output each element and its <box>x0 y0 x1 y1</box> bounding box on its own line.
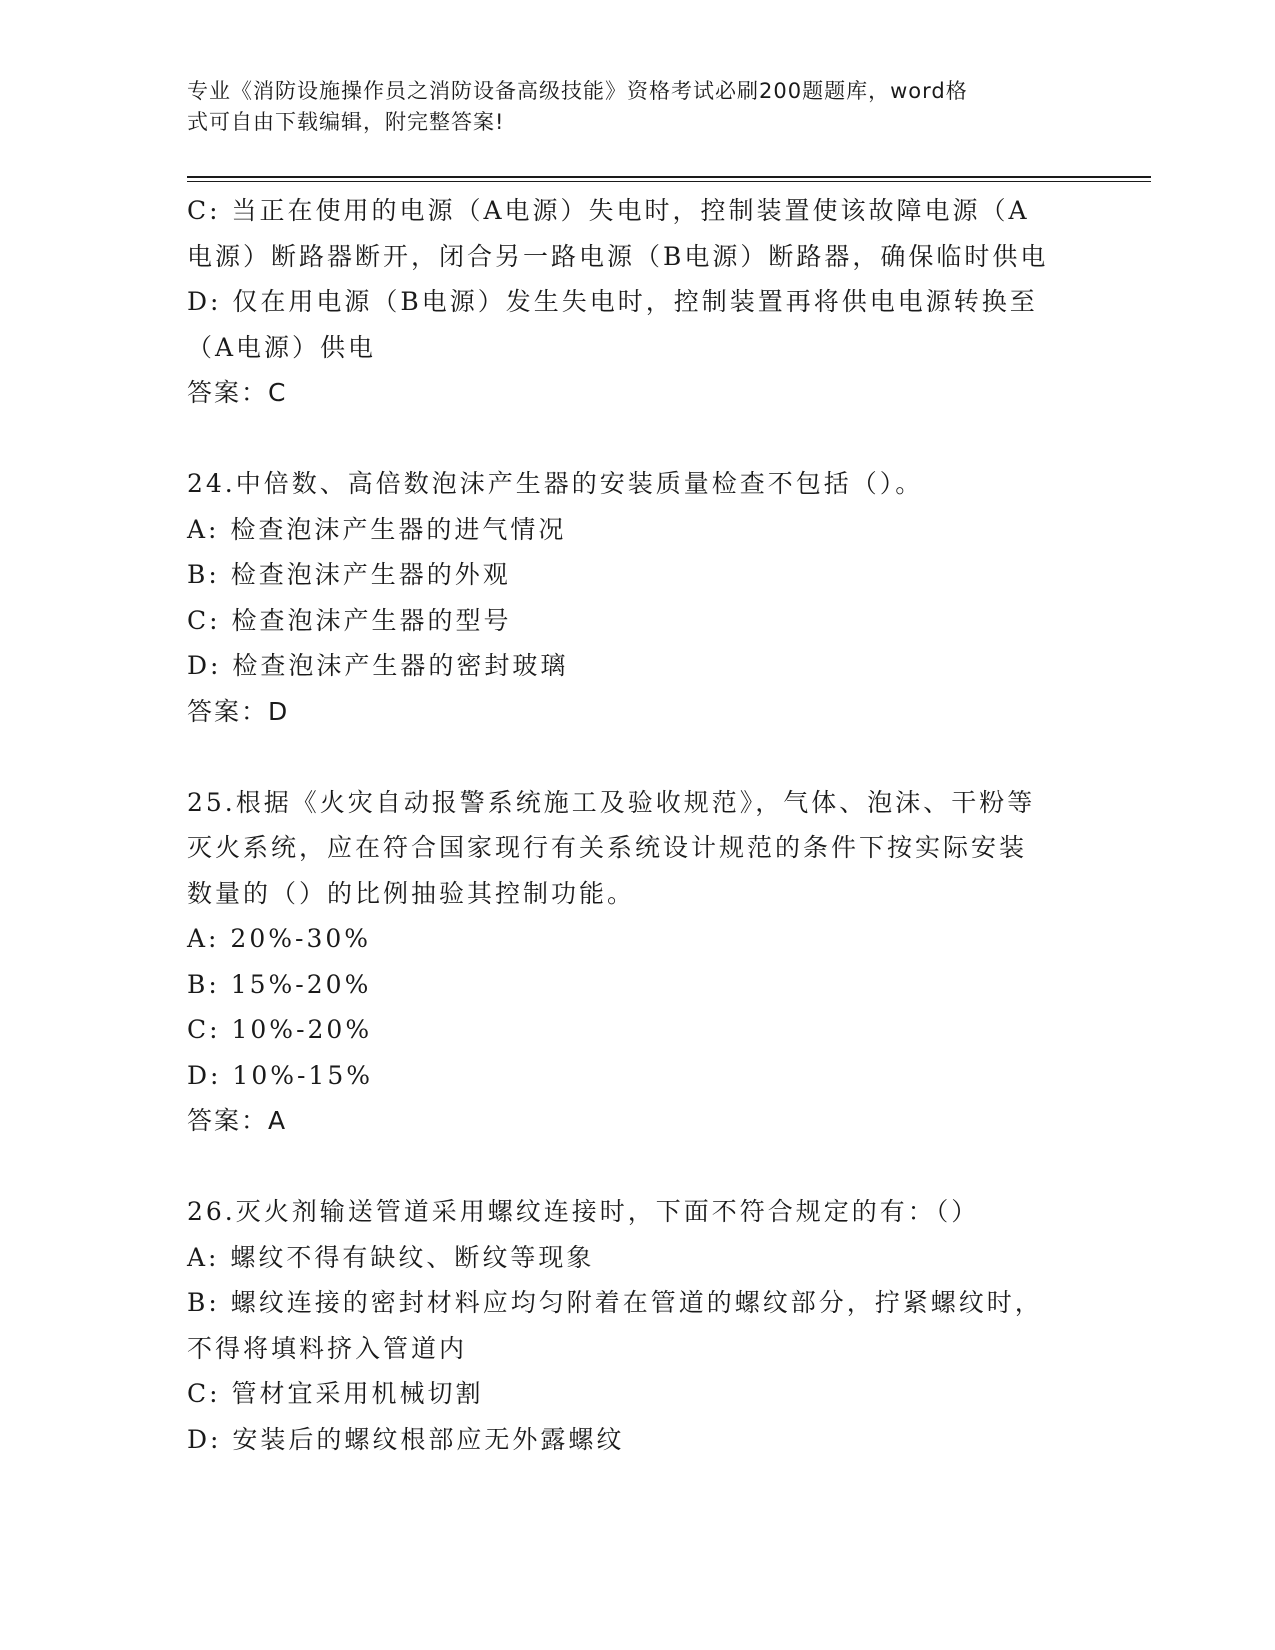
header-divider-thick <box>187 176 1151 178</box>
document-body <box>187 188 1087 1462</box>
spacer <box>187 1144 1087 1190</box>
q25-stem-line-3: 数量的（）的比例抽验其控制功能。 <box>187 878 636 908</box>
header-title-line-2: 式可自由下载编辑，附完整答案! <box>187 110 505 134</box>
q25-stem-line-2: 灭火系统，应在符合国家现行有关系统设计规范的条件下按实际安装 <box>187 833 1028 862</box>
q24-option-c: C: 检查泡沫产生器的型号 <box>187 605 512 635</box>
q25-option-d: D: 10%-15% <box>187 1060 373 1090</box>
q26-stem: 26.灭火剂输送管道采用螺纹连接时，下面不符合规定的有：（） <box>187 1197 980 1226</box>
q25-stem-line-1: 25.根据《火灾自动报警系统施工及验收规范》，气体、泡沫、干粉等 <box>187 787 1036 817</box>
q25-option-a: A: 20%-30% <box>187 924 372 953</box>
q24-answer: 答案：D <box>187 696 290 726</box>
q24-stem: 24.中倍数、高倍数泡沫产生器的安装质量检查不包括（）。 <box>187 469 924 498</box>
header-title-line-1: 专业《消防设施操作员之消防设备高级技能》资格考试必刷200题题库，word格 <box>187 79 968 103</box>
q26-option-b-line-1: B: 螺纹连接的密封材料应均匀附着在管道的螺纹部分，拧紧螺纹时， <box>187 1288 1043 1317</box>
q26-option-d: D: 安装后的螺纹根部应无外露螺纹 <box>187 1424 625 1454</box>
spacer <box>187 734 1087 780</box>
q24-option-a: A: 检查泡沫产生器的进气情况 <box>187 514 567 544</box>
q24-option-d: D: 检查泡沫产生器的密封玻璃 <box>187 651 569 680</box>
question-23-tail <box>187 188 1087 416</box>
q25-option-c: C: 10%-20% <box>187 1015 373 1044</box>
q23-option-c-line-2: 电源）断路器断开，闭合另一路电源（B电源）断路器，确保临时供电 <box>187 241 1049 271</box>
header-divider-thin <box>187 181 1151 182</box>
question-26 <box>187 1189 1087 1462</box>
document-header <box>187 76 1087 138</box>
q24-option-b: B: 检查泡沫产生器的外观 <box>187 560 511 589</box>
q23-option-d-line-1: D: 仅在用电源（B电源）发生失电时，控制装置再将供电电源转换至 <box>187 287 1038 316</box>
spacer <box>187 416 1087 462</box>
q23-option-c-line-1: C: 当正在使用的电源（A电源）失电时，控制装置使该故障电源（A <box>187 196 1030 225</box>
q26-option-b-line-2: 不得将填料挤入管道内 <box>187 1333 468 1363</box>
q25-answer: 答案：A <box>187 1106 288 1135</box>
q23-answer: 答案：C <box>187 378 288 407</box>
q25-option-b: B: 15%-20% <box>187 969 372 999</box>
q26-option-c: C: 管材宜采用机械切割 <box>187 1379 484 1408</box>
question-24 <box>187 461 1087 734</box>
q26-option-a: A: 螺纹不得有缺纹、断纹等现象 <box>187 1242 595 1272</box>
q23-option-d-line-2: （A电源）供电 <box>187 332 377 362</box>
question-25 <box>187 780 1087 1144</box>
